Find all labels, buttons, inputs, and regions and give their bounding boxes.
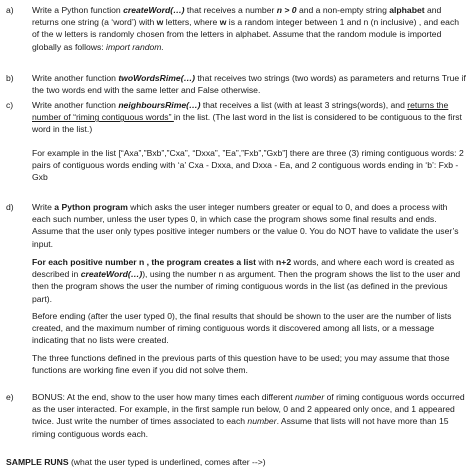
text: letters, where <box>163 17 220 28</box>
function-name: createWord(…) <box>80 269 143 280</box>
text: Write another function <box>32 100 119 110</box>
text: with <box>255 257 277 267</box>
bold-text: a Python program <box>54 202 128 212</box>
section-c-label: c) <box>6 100 14 110</box>
sample-runs-note: (what the user typed is underlined, comes after -->) <box>68 457 266 467</box>
section-b-label: b) <box>6 73 14 83</box>
section-b <box>6 72 466 96</box>
text: . Assume that lists will not have more than 15 riming contiguous words each. <box>32 416 449 439</box>
param-w: w <box>219 17 227 28</box>
section-c <box>6 99 466 136</box>
text: BONUS: At the end, show to the user how many times each different <box>32 392 296 402</box>
section-e-text <box>32 391 466 440</box>
section-b-text <box>32 72 466 96</box>
section-a <box>6 4 466 53</box>
text: ), using the number n as argument. Then the program shows the list to the user and then the program shows the user the number of riming contiguous words in the list (as defined in the previous part). <box>32 269 461 304</box>
section-e-label: e) <box>6 392 14 402</box>
section-e <box>6 391 466 440</box>
text: that receives two strings (two words) as parameters and returns True if the two words end with the same letter and False otherwise. <box>32 73 466 96</box>
sample-runs-heading <box>6 456 466 468</box>
sample-runs-title: SAMPLE RUNS <box>6 457 69 467</box>
param-n: n > 0 <box>276 5 297 15</box>
text: and a non-empty string <box>296 5 390 15</box>
section-a-text <box>32 4 466 53</box>
section-d <box>6 201 466 250</box>
text: that receives a number <box>184 5 277 15</box>
italic-text: number <box>295 392 325 402</box>
text: in the list. (The last word in the list is considered to be contiguous to the first word in the list.) <box>32 112 462 135</box>
text: Write another function <box>32 73 119 83</box>
underlined-text: returns the number of “riming contiguous words” <box>32 100 449 123</box>
text: which asks the user integer numbers greater or equal to 0, and does a process with each such number, unless the user types 0, in which case the program shows some final results and ends. Assume that the user only types positive integer numbers or the value 0. You do NOT have to validate the user’s input. <box>32 202 459 249</box>
italic-text: number <box>247 416 277 427</box>
section-a-label: a) <box>6 5 14 15</box>
section-d-paragraph-2 <box>32 256 464 305</box>
text: and returns one string (a ‘word’) with <box>32 5 442 28</box>
function-name: createWord(…) <box>123 5 185 15</box>
function-name: neighboursRime(…) <box>118 100 201 110</box>
text: that receives a list (with at least 3 strings(words), and <box>200 100 408 110</box>
function-name: twoWordsRime(…) <box>118 73 196 83</box>
param-w: w <box>156 17 164 28</box>
section-d-paragraph-3: Before ending (after the user typed 0), the final results that should be shown to the user are the number of lists created, and the maximum number of riming contiguous words it discovered among all lists, or a message indicating that no lists were created. <box>32 311 452 346</box>
text: is a random integer between 1 and n (n inclusive) , and each of the w letters is randomly chosen from the letters in alphabet. Assume that the random module is imported globally as follows: <box>32 17 460 52</box>
section-c-example: For example in the list [“Axa”,”Bxb”,”Cxa”, “Dxxa”, ”Ea”,”Fxb”,”Gxb”] there are three (3) riming contiguous words: 2 pairs of contiguous words ending with ‘a’ Cxa - Dxxa, and Dxxa - Ea, and 2 contiguous words ending in ‘b’: Fxb - Gxb <box>32 148 464 183</box>
section-d-text <box>32 201 466 250</box>
section-c-text <box>32 99 466 136</box>
text: words, and where each word is created as described in <box>32 257 455 280</box>
bold-text: n+2 <box>276 257 292 267</box>
bold-text: For each positive number n , the program creates a list <box>32 257 256 267</box>
text: Write a Python function <box>32 5 124 15</box>
section-d-label: d) <box>6 202 14 212</box>
text: Write <box>32 202 55 212</box>
import-statement: import random. <box>106 41 164 52</box>
param-alphabet: alphabet <box>389 5 425 15</box>
text: of riming contiguous words occurred as the user interacted. For example, in the first sample run below, 0 and 2 appeared only once, and 1 appeared twice. Just write the number of times associated to each <box>32 392 465 427</box>
section-d-paragraph-4: The three functions defined in the previous parts of this question have to be used; you may assume that those functions are working fine even if you did not solve them. <box>32 353 450 376</box>
